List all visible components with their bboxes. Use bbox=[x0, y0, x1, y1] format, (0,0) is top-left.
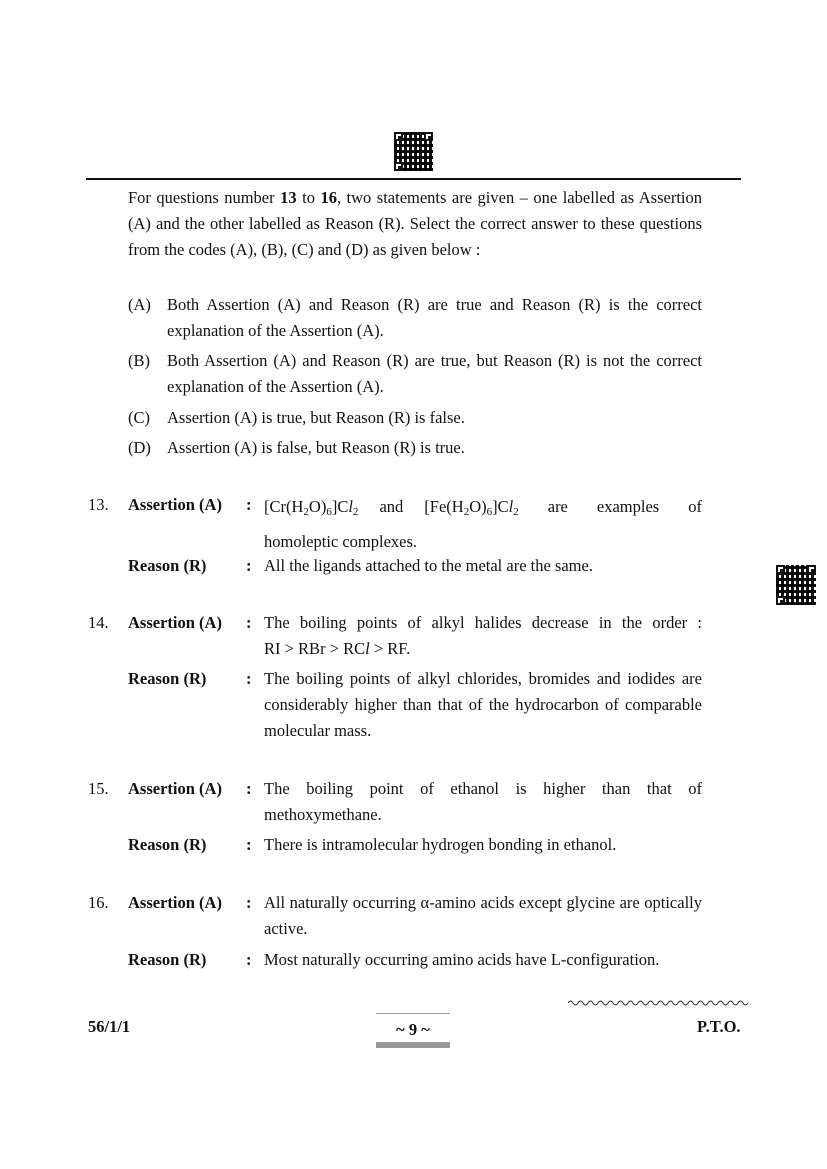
reason-text: All the ligands attached to the metal are the same. bbox=[264, 556, 593, 575]
question-number: 13. bbox=[88, 495, 109, 514]
reason-label: Reason (R) bbox=[128, 835, 207, 854]
colon: : bbox=[246, 893, 252, 912]
intro-bold-13: 13 bbox=[280, 188, 297, 207]
reason-text: There is intramolecular hydrogen bonding in ethanol. bbox=[264, 835, 617, 854]
assertion-label: Assertion (A) bbox=[128, 779, 222, 798]
assertion-text: All naturally occurring α-amino acids except glycine are optically active. bbox=[264, 893, 702, 938]
page-number-bar bbox=[376, 1042, 450, 1048]
option-letter: (C) bbox=[128, 408, 150, 427]
option-text: Assertion (A) is true, but Reason (R) is false. bbox=[167, 408, 465, 427]
assertion-text: The boiling points of alkyl halides decrease in the order : RI > RBr > RCl > RF. bbox=[264, 613, 702, 658]
reason-label: Reason (R) bbox=[128, 556, 207, 575]
colon: : bbox=[246, 835, 252, 854]
question-number: 15. bbox=[88, 779, 109, 798]
colon: : bbox=[246, 495, 252, 514]
intro-text-3: , two statements are given – one labelled as Assertion (A) and the other labelled as Reason (R). Select the correct answer to these questions from the codes (A), (B), (C) and (D) as given below : bbox=[128, 188, 702, 259]
option-letter: (B) bbox=[128, 351, 150, 370]
assertion-label: Assertion (A) bbox=[128, 893, 222, 912]
assertion-label: Assertion (A) bbox=[128, 613, 222, 632]
instructions-paragraph bbox=[128, 185, 702, 263]
pto-label: P.T.O. bbox=[697, 1017, 741, 1036]
reason-text: Most naturally occurring amino acids have L-configuration. bbox=[264, 950, 660, 969]
reason-label: Reason (R) bbox=[128, 950, 207, 969]
qr-code-top bbox=[394, 132, 433, 171]
qr-code-side bbox=[776, 565, 816, 605]
header-rule bbox=[86, 178, 741, 180]
wavy-line-decoration bbox=[568, 998, 748, 1008]
assertion-text: $[Cr(H_2O)_6]Cl_2$ and $[Fe(H_2O)_6]Cl_2$ are examples of homoleptic complexes. bbox=[264, 497, 702, 551]
assertion-label: Assertion (A) bbox=[128, 495, 222, 514]
option-text: Assertion (A) is false, but Reason (R) is true. bbox=[167, 438, 465, 457]
question-number: 14. bbox=[88, 613, 109, 632]
colon: : bbox=[246, 779, 252, 798]
intro-text-2: to bbox=[296, 188, 321, 207]
intro-bold-16: 16 bbox=[320, 188, 337, 207]
option-letter: (A) bbox=[128, 295, 151, 314]
colon: : bbox=[246, 950, 252, 969]
page-number-top-rule bbox=[376, 1013, 450, 1014]
option-text: Both Assertion (A) and Reason (R) are true and Reason (R) is the correct explanation of the Assertion (A). bbox=[167, 295, 702, 340]
option-letter: (D) bbox=[128, 438, 151, 457]
question-number: 16. bbox=[88, 893, 109, 912]
colon: : bbox=[246, 556, 252, 575]
reason-text: The boiling points of alkyl chlorides, bromides and iodides are considerably higher than that of the hydrocarbon of comparable molecular mass. bbox=[264, 669, 702, 740]
option-text: Both Assertion (A) and Reason (R) are true, but Reason (R) is not the correct explanation of the Assertion (A). bbox=[167, 351, 702, 396]
reason-label: Reason (R) bbox=[128, 669, 207, 688]
page-number: ~ 9 ~ bbox=[396, 1020, 430, 1039]
paper-code: 56/1/1 bbox=[88, 1017, 131, 1036]
assertion-text: The boiling point of ethanol is higher than that of methoxymethane. bbox=[264, 779, 702, 824]
intro-text-1: For questions number bbox=[128, 188, 281, 207]
colon: : bbox=[246, 669, 252, 688]
colon: : bbox=[246, 613, 252, 632]
